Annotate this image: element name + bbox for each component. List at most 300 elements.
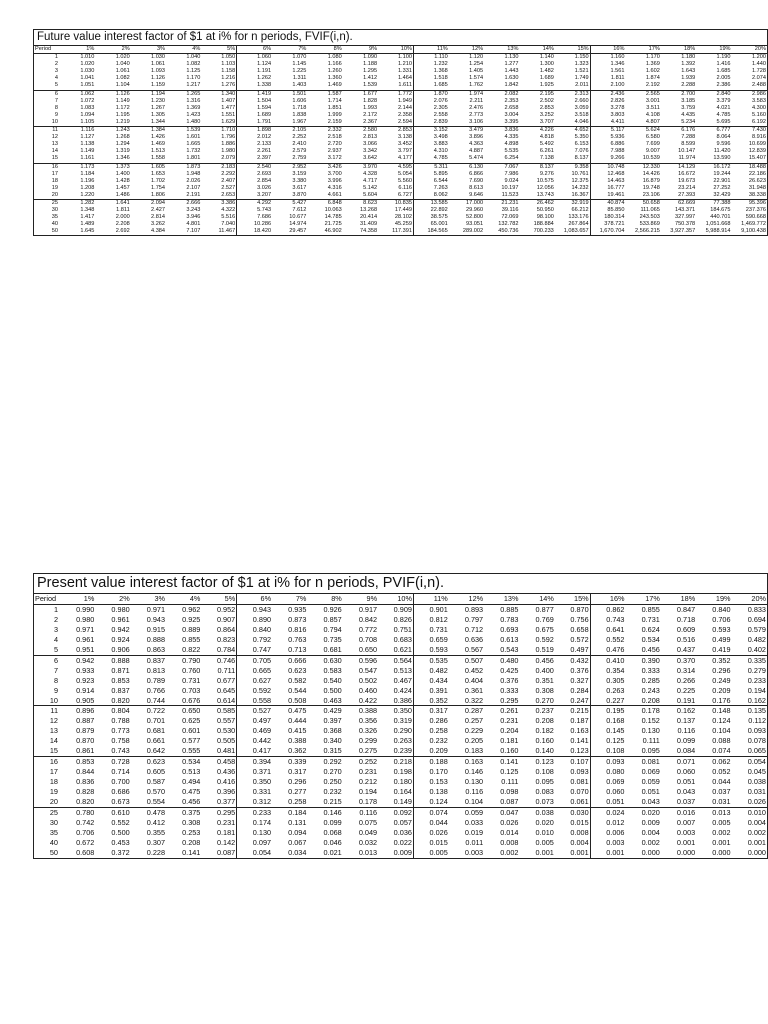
factor-cell: 0.095 (641, 746, 660, 756)
period-cell: 11 (34, 706, 60, 716)
factor-cell: 1.243 (95, 127, 130, 135)
factor-cell: 0.500 (323, 685, 342, 695)
factor-cell: 0.735 (323, 634, 342, 644)
factor-cell: 2.026 (186, 177, 201, 184)
period-cell: 8 (54, 104, 58, 111)
factor-cell: 2.159 (327, 118, 342, 125)
factor-cell: 4.411 (590, 119, 625, 127)
factor-cell: 0.961 (111, 614, 130, 624)
factor-cell: 0.036 (393, 827, 412, 837)
factor-cell: 0.074 (712, 746, 731, 756)
rate-header: 6% (237, 46, 272, 54)
table-row (34, 818, 767, 828)
factor-cell: 1.641 (95, 199, 130, 207)
factor-cell: 0.319 (393, 716, 412, 726)
period-header: Period (34, 46, 60, 54)
factor-cell: 0.083 (535, 787, 554, 797)
factor-cell: 2.082 (484, 90, 519, 98)
factor-cell: 0.326 (358, 726, 378, 736)
factor-cell: 0.396 (216, 787, 236, 797)
factor-cell: 1.874 (645, 75, 660, 82)
factor-cell: 378.721 (590, 221, 625, 228)
factor-cell: 0.642 (146, 746, 166, 756)
factor-cell: 1.469 (151, 141, 166, 148)
factor-cell: 0.475 (272, 706, 307, 716)
factor-cell: 3.426 (307, 163, 342, 171)
factor-cell: 1.100 (397, 54, 412, 61)
fvif-title: Future value interest factor of $1 at i% for n periods, FVIF(i,n). (34, 30, 767, 46)
factor-cell: 0.926 (323, 604, 342, 614)
factor-cell: 0.500 (111, 827, 130, 837)
factor-cell: 0.232 (413, 736, 448, 746)
factor-cell: 29.960 (466, 207, 484, 214)
factor-cell: 0.266 (676, 675, 696, 685)
factor-cell: 1,051.668 (705, 221, 731, 228)
factor-cell: 0.507 (449, 655, 484, 665)
factor-cell: 1.062 (60, 90, 95, 98)
factor-cell: 0.552 (111, 817, 130, 827)
factor-cell: 0.333 (500, 685, 519, 695)
factor-cell: 0.942 (111, 624, 130, 634)
factor-cell: 0.592 (237, 686, 272, 696)
table-row (34, 148, 767, 155)
period-cell: 35 (49, 827, 58, 837)
factor-cell: 3.001 (645, 97, 660, 104)
factor-cell: 1.232 (413, 61, 448, 68)
factor-cell: 2.518 (327, 134, 342, 141)
factor-cell: 3,927.357 (670, 228, 696, 235)
factor-cell: 1.718 (292, 104, 307, 111)
factor-cell: 2.386 (716, 82, 731, 89)
factor-cell: 3.883 (413, 141, 448, 148)
factor-cell: 188.884 (533, 221, 554, 228)
factor-cell: 1.010 (80, 54, 95, 61)
factor-cell: 0.093 (590, 757, 625, 767)
factor-cell: 0.554 (146, 797, 166, 807)
factor-cell: 0.001 (570, 847, 589, 857)
factor-cell: 0.070 (570, 787, 589, 797)
factor-cell: 0.836 (76, 777, 95, 787)
factor-cell: 0.047 (484, 808, 519, 818)
factor-cell: 0.476 (590, 645, 625, 655)
factor-cell: 0.052 (712, 767, 731, 777)
factor-cell: 9.358 (555, 163, 590, 171)
factor-cell: 0.295 (201, 808, 236, 818)
factor-cell: 0.659 (413, 635, 448, 645)
pvif-table (34, 594, 767, 858)
factor-cell: 0.577 (182, 736, 201, 746)
period-cell: 3 (54, 68, 58, 75)
factor-cell: 0.104 (712, 726, 731, 736)
factor-cell: 0.001 (712, 837, 731, 847)
factor-cell: 2.407 (221, 177, 236, 184)
table-row (34, 797, 767, 807)
factor-cell: 4.887 (469, 148, 484, 155)
factor-cell: 1.486 (115, 191, 130, 198)
factor-cell: 1.811 (590, 75, 625, 82)
period-cell: 3 (53, 624, 58, 634)
factor-cell: 12.056 (536, 184, 554, 191)
factor-cell: 1.796 (221, 134, 236, 141)
factor-cell: 0.888 (146, 634, 166, 644)
factor-cell: 8.623 (343, 199, 378, 207)
factor-cell: 0.148 (696, 706, 731, 716)
rate-header: 9% (343, 46, 378, 54)
factor-cell: 0.145 (590, 726, 625, 736)
table-row (34, 615, 767, 625)
factor-cell: 2.594 (397, 118, 412, 125)
fvif-header-row (34, 46, 767, 54)
factor-cell: 4.818 (539, 134, 554, 141)
factor-cell: 6.886 (590, 141, 625, 148)
factor-cell: 1.464 (397, 75, 412, 82)
factor-cell: 0.397 (323, 716, 342, 726)
factor-cell: 0.026 (413, 828, 448, 838)
factor-cell: 0.013 (358, 847, 378, 857)
factor-cell: 0.001 (535, 847, 554, 857)
factor-cell: 1.116 (60, 127, 95, 135)
period-header: Period (34, 594, 60, 604)
factor-cell: 0.059 (449, 808, 484, 818)
factor-cell: 0.909 (393, 604, 412, 614)
factor-cell: 0.871 (111, 665, 130, 675)
factor-cell: 1.305 (151, 111, 166, 118)
factor-cell: 3.797 (397, 148, 412, 155)
factor-cell: 0.705 (237, 655, 272, 665)
factor-cell: 4.652 (555, 127, 590, 135)
factor-cell: 0.212 (358, 777, 378, 787)
factor-cell: 3.059 (574, 104, 589, 111)
factor-cell: 4.801 (186, 221, 201, 228)
factor-cell: 0.677 (216, 675, 236, 685)
factor-cell: 0.351 (535, 675, 554, 685)
factor-cell: 6.848 (307, 199, 342, 207)
factor-cell: 27.393 (678, 191, 696, 198)
factor-cell: 0.700 (111, 777, 130, 787)
factor-cell: 0.037 (676, 797, 696, 807)
factor-cell: 1.710 (201, 127, 236, 135)
rate-header: 5% (201, 46, 236, 54)
factor-cell: 9,100.438 (741, 228, 766, 235)
factor-cell: 1,670.704 (590, 228, 625, 235)
table-row (34, 604, 767, 614)
factor-cell: 1,083.657 (563, 228, 589, 235)
table-row (34, 757, 767, 767)
factor-cell: 0.130 (237, 828, 272, 838)
factor-cell: 0.307 (146, 837, 166, 847)
table-row (34, 75, 767, 82)
factor-cell: 0.855 (182, 634, 201, 644)
factor-cell: 31.409 (359, 221, 378, 228)
factor-cell: 1.980 (221, 148, 236, 155)
factor-cell: 4.322 (221, 207, 236, 214)
factor-cell: 0.376 (500, 675, 519, 685)
factor-cell: 0.182 (535, 726, 554, 736)
factor-cell: 0.951 (76, 644, 95, 654)
factor-cell: 1.605 (131, 163, 166, 171)
factor-cell: 0.059 (641, 777, 660, 787)
factor-cell: 0.371 (237, 767, 272, 777)
period-cell: 12 (49, 716, 58, 726)
table-row (34, 655, 767, 665)
factor-cell: 0.773 (111, 726, 130, 736)
factor-cell: 9.596 (716, 141, 731, 148)
factor-cell: 700.233 (533, 228, 554, 235)
factor-cell: 2.937 (327, 148, 342, 155)
factor-cell: 1.898 (237, 127, 272, 135)
factor-cell: 0.001 (676, 837, 696, 847)
factor-cell: 0.480 (484, 655, 519, 665)
factor-cell: 1.702 (151, 177, 166, 184)
table-row (34, 141, 767, 148)
factor-cell: 0.000 (676, 847, 696, 857)
factor-cell: 7.067 (484, 163, 519, 171)
factor-cell: 0.601 (182, 726, 201, 736)
factor-cell: 3.759 (681, 104, 696, 111)
factor-cell: 5.474 (469, 155, 484, 162)
factor-cell: 0.731 (413, 625, 448, 635)
factor-cell: 1.105 (80, 118, 95, 125)
factor-cell: 1.811 (116, 207, 130, 214)
factor-cell: 1.665 (186, 141, 201, 148)
factor-cell: 5.350 (574, 134, 589, 141)
factor-cell: 10.699 (748, 141, 766, 148)
factor-cell: 1.219 (115, 118, 130, 125)
factor-cell: 5.427 (272, 199, 307, 207)
factor-cell: 12.330 (626, 163, 661, 171)
factor-cell: 0.425 (500, 665, 519, 675)
factor-cell: 0.893 (464, 604, 484, 614)
factor-cell: 72.069 (501, 214, 519, 221)
factor-cell: 0.160 (535, 736, 554, 746)
factor-cell: 2.839 (413, 119, 448, 127)
factor-cell: 98.100 (536, 214, 554, 221)
factor-cell: 0.037 (712, 787, 731, 797)
factor-cell: 0.277 (288, 787, 307, 797)
factor-cell: 117.391 (392, 228, 412, 235)
factor-cell: 1.161 (80, 155, 95, 162)
factor-cell: 12.468 (590, 171, 625, 178)
factor-cell: 0.011 (465, 837, 484, 847)
factor-cell: 0.284 (570, 685, 589, 695)
factor-cell: 0.031 (712, 797, 731, 807)
factor-cell: 1.685 (413, 82, 448, 90)
factor-cell: 2.720 (327, 141, 342, 148)
factor-cell: 1.949 (397, 97, 412, 104)
factor-cell: 237.376 (745, 207, 766, 214)
factor-cell: 0.415 (288, 726, 307, 736)
rate-header: 12% (449, 594, 484, 604)
factor-cell: 1.416 (716, 61, 731, 68)
factor-cell: 1.265 (166, 90, 201, 98)
period-cell: 20 (51, 191, 58, 198)
factor-cell: 1.407 (221, 97, 236, 104)
factor-cell: 1.558 (151, 155, 166, 162)
factor-cell: 16.879 (642, 177, 660, 184)
factor-cell: 0.888 (95, 655, 130, 665)
factor-cell: 0.456 (519, 655, 554, 665)
factor-cell: 0.168 (590, 716, 625, 726)
factor-cell: 7.699 (645, 141, 660, 148)
factor-cell: 0.751 (393, 624, 412, 634)
factor-cell: 1.110 (413, 54, 448, 62)
factor-cell: 3.004 (504, 111, 519, 118)
factor-cell: 0.943 (237, 604, 272, 614)
factor-cell: 0.915 (146, 624, 166, 634)
factor-cell: 0.130 (464, 777, 484, 787)
factor-cell: 2.558 (413, 112, 448, 119)
factor-cell: 1.294 (115, 141, 130, 148)
factor-cell: 3.870 (292, 191, 307, 198)
factor-cell: 0.621 (393, 644, 412, 654)
factor-cell: 1.369 (645, 61, 660, 68)
factor-cell: 4.292 (237, 199, 272, 207)
factor-cell: 0.057 (393, 817, 412, 827)
factor-cell: 0.376 (570, 665, 589, 675)
factor-cell: 0.712 (464, 624, 484, 634)
rate-header: 7% (272, 46, 307, 54)
factor-cell: 4.046 (574, 118, 589, 125)
factor-cell: 0.285 (641, 675, 660, 685)
factor-cell: 1.870 (413, 90, 448, 98)
factor-cell: 0.116 (343, 808, 378, 818)
table-row (34, 192, 767, 200)
factor-cell: 0.914 (76, 685, 95, 695)
factor-cell: 0.308 (535, 685, 554, 695)
factor-cell: 0.681 (323, 644, 342, 654)
factor-cell: 2.853 (539, 104, 554, 111)
factor-cell: 0.482 (747, 634, 766, 644)
factor-cell: 4.435 (681, 111, 696, 118)
factor-cell: 5.311 (413, 163, 448, 171)
factor-cell: 1.159 (151, 82, 166, 89)
factor-cell: 17.449 (394, 207, 412, 214)
factor-cell: 0.317 (288, 767, 307, 777)
factor-cell: 95.396 (732, 199, 767, 207)
factor-cell: 0.087 (216, 847, 236, 857)
factor-cell: 1.093 (151, 68, 166, 75)
factor-cell: 0.031 (747, 787, 766, 797)
factor-cell: 0.191 (676, 695, 696, 705)
factor-cell: 1.384 (131, 127, 166, 135)
factor-cell: 0.296 (712, 665, 731, 675)
factor-cell: 1.346 (115, 155, 130, 162)
factor-cell: 5.516 (221, 214, 236, 221)
factor-cell: 0.014 (500, 827, 519, 837)
factor-cell: 0.482 (413, 666, 448, 676)
factor-cell: 0.513 (393, 665, 412, 675)
factor-cell: 1.170 (186, 75, 201, 82)
rate-header: 10% (378, 594, 413, 604)
factor-cell: 0.933 (76, 665, 95, 675)
period-cell: 9 (54, 111, 58, 118)
factor-cell: 1.208 (80, 184, 95, 191)
factor-cell: 0.842 (358, 614, 378, 624)
pvif-header-row (34, 594, 767, 604)
factor-cell: 5.142 (363, 184, 378, 191)
factor-cell: 0.044 (413, 818, 448, 828)
factor-cell: 184.565 (413, 228, 448, 235)
factor-cell: 1.050 (221, 54, 236, 61)
factor-cell: 6.727 (397, 191, 412, 198)
factor-cell: 4.335 (504, 134, 519, 141)
factor-cell: 0.593 (712, 624, 731, 634)
factor-cell: 7.138 (539, 155, 554, 162)
factor-cell: 0.412 (146, 817, 166, 827)
factor-cell: 0.198 (393, 767, 412, 777)
factor-cell: 50.658 (626, 199, 661, 207)
factor-cell: 1.103 (221, 61, 236, 68)
factor-cell: 0.350 (237, 777, 272, 787)
rate-header: 15% (555, 46, 590, 54)
factor-cell: 9.276 (539, 170, 554, 177)
factor-cell: 3.479 (449, 127, 484, 135)
factor-cell: 9.646 (469, 191, 484, 198)
factor-cell: 0.747 (237, 645, 272, 655)
factor-cell: 7.690 (469, 177, 484, 184)
factor-cell: 0.032 (358, 837, 378, 847)
factor-cell: 10.677 (289, 214, 307, 221)
factor-cell: 0.010 (732, 808, 767, 818)
factor-cell: 3.583 (752, 97, 766, 104)
factor-cell: 0.322 (464, 695, 484, 705)
factor-cell: 1.061 (115, 68, 130, 75)
factor-cell: 1.160 (590, 54, 625, 62)
factor-cell: 0.049 (358, 827, 378, 837)
factor-cell: 0.022 (393, 837, 412, 847)
rate-header: 6% (237, 594, 272, 604)
factor-cell: 13.585 (413, 199, 448, 207)
factor-cell: 0.686 (111, 787, 130, 797)
factor-cell: 8.062 (413, 192, 448, 200)
factor-cell: 0.239 (393, 746, 412, 756)
factor-cell: 0.194 (358, 787, 378, 797)
factor-cell: 0.038 (747, 777, 766, 787)
factor-cell: 7.107 (186, 228, 201, 235)
factor-cell: 0.124 (712, 716, 731, 726)
factor-cell: 0.074 (413, 808, 448, 818)
rate-header: 4% (166, 594, 201, 604)
factor-cell: 38.575 (413, 214, 448, 221)
factor-cell: 0.215 (555, 706, 590, 716)
factor-cell: 1.338 (237, 82, 272, 90)
factor-cell: 1.714 (327, 97, 342, 104)
factor-cell: 0.812 (413, 615, 448, 625)
factor-cell: 0.335 (732, 655, 767, 665)
factor-cell: 0.555 (182, 746, 201, 756)
factor-cell: 289.002 (462, 228, 484, 235)
factor-cell: 3.185 (681, 97, 696, 104)
factor-cell: 21.231 (484, 199, 519, 207)
factor-cell: 0.673 (111, 797, 130, 807)
factor-cell: 1.020 (115, 54, 130, 61)
factor-cell: 1.587 (307, 90, 342, 98)
factor-cell: 0.340 (323, 736, 342, 746)
period-cell: 1 (54, 54, 58, 61)
factor-cell: 2.211 (469, 97, 484, 104)
factor-cell: 2.826 (590, 98, 625, 105)
factor-cell: 0.694 (747, 614, 766, 624)
factor-cell: 2.367 (363, 118, 378, 125)
factor-cell: 0.209 (712, 685, 731, 695)
factor-cell: 243.503 (639, 214, 660, 221)
factor-cell: 0.400 (535, 665, 554, 675)
factor-cell: 0.828 (76, 787, 95, 797)
factor-cell: 1.216 (221, 75, 236, 82)
rate-header: 18% (661, 594, 696, 604)
factor-cell: 5.535 (504, 148, 519, 155)
factor-cell: 4.226 (519, 127, 554, 135)
